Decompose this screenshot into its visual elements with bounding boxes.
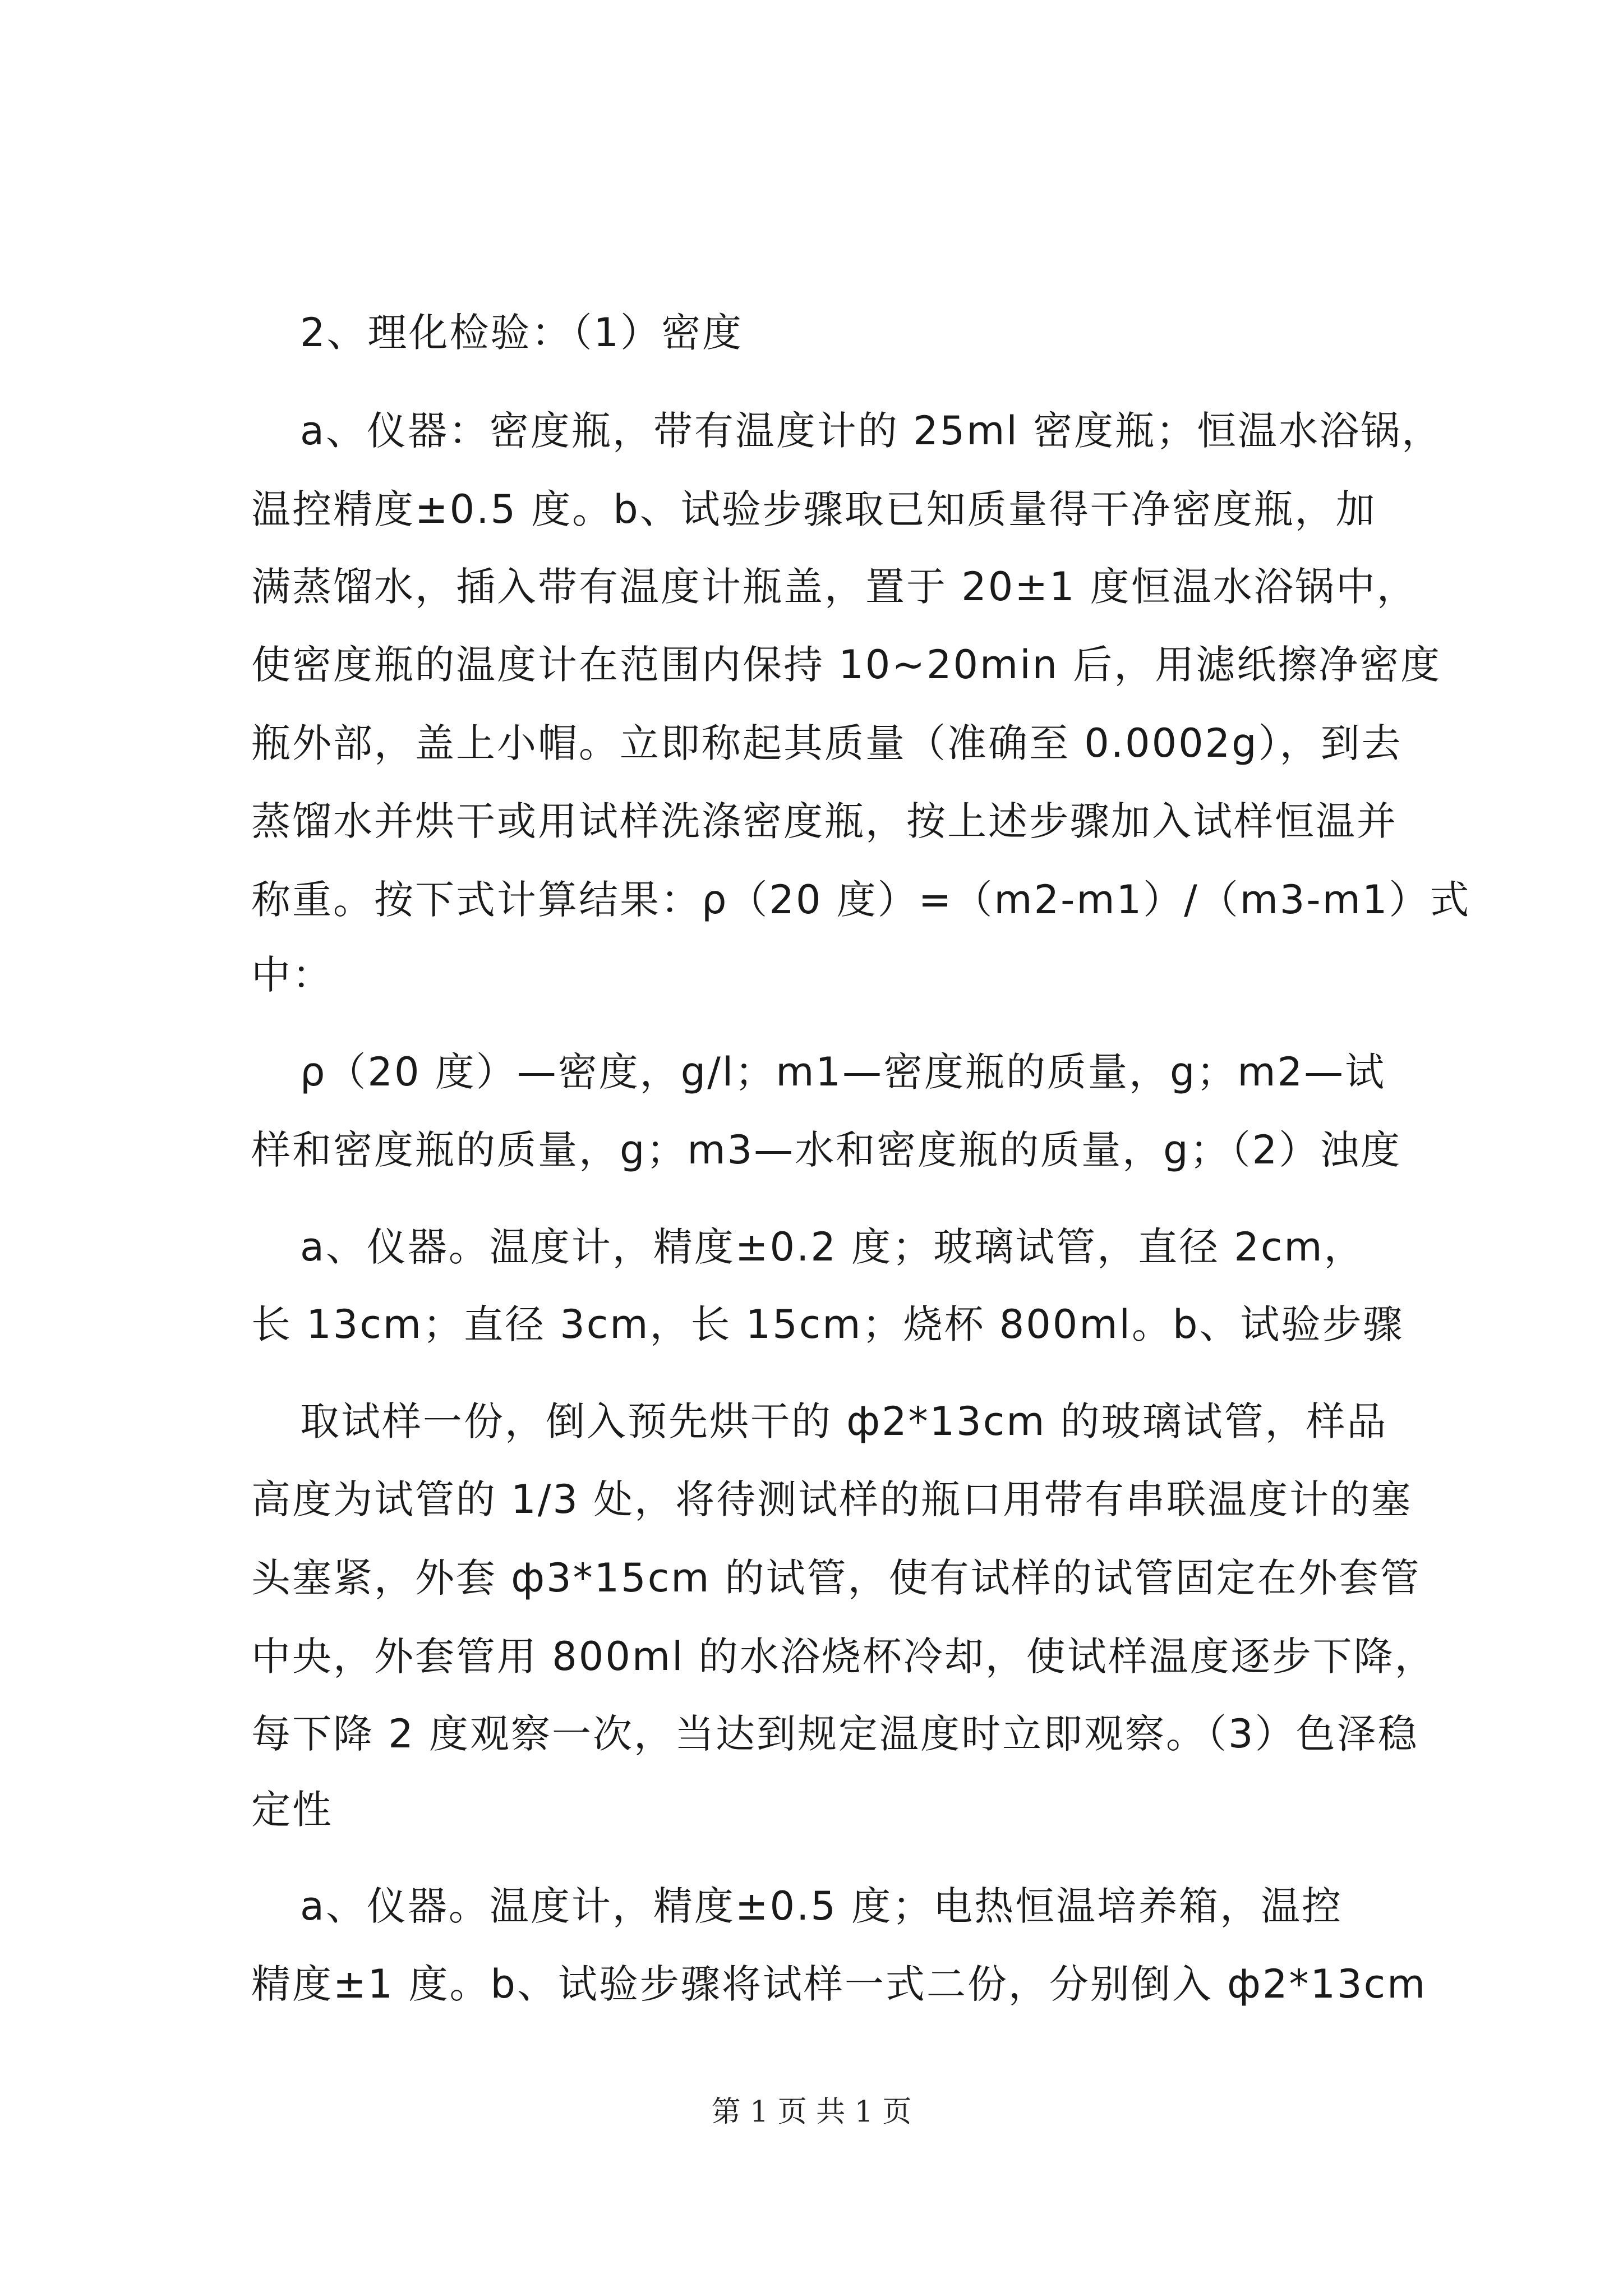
text-line: 温控精度±0.5 度。b、试验步骤取已知质量得干净密度瓶，加 (251, 486, 1377, 532)
text-line: ρ（20 度）—密度，g/l；m1—密度瓶的质量，g；m2—试 (300, 1049, 1386, 1095)
text-line: 定性 (251, 1787, 333, 1833)
text-line: 长 13cm；直径 3cm，长 15cm；烧杯 800ml。b、试验步骤 (251, 1301, 1404, 1347)
text-line: a、仪器：密度瓶，带有温度计的 25ml 密度瓶；恒温水浴锅， (300, 408, 1443, 454)
text-line: 每下降 2 度观察一次，当达到规定温度时立即观察。（3）色泽稳 (251, 1711, 1419, 1757)
text-line: 头塞紧，外套 ф3*15cm 的试管，使有试样的试管固定在外套管 (251, 1555, 1421, 1601)
text-line: 精度±1 度。b、试验步骤将试样一式二份，分别倒入 ф2*13cm (251, 1961, 1427, 2007)
text-line: 满蒸馏水，插入带有温度计瓶盖，置于 20±1 度恒温水浴锅中， (251, 564, 1418, 610)
text-line: 蒸馏水并烘干或用试样洗涤密度瓶，按上述步骤加入试样恒温并 (251, 798, 1398, 844)
text-line: 样和密度瓶的质量，g；m3—水和密度瓶的质量，g；（2）浊度 (251, 1127, 1402, 1173)
page-number-footer: 第 1 页 共 1 页 (711, 2095, 912, 2129)
text-line: 中央，外套管用 800ml 的水浴烧杯冷却，使试样温度逐步下降， (251, 1634, 1436, 1680)
text-line: 瓶外部，盖上小帽。立即称起其质量（准确至 0.0002g），到去 (251, 720, 1403, 766)
text-line: a、仪器。温度计，精度±0.2 度；玻璃试管，直径 2cm， (300, 1224, 1365, 1270)
text-line: 中： (251, 952, 333, 998)
text-line: 2、理化检验：（1）密度 (300, 310, 744, 356)
text-line: 高度为试管的 1/3 处，将待测试样的瓶口用带有串联温度计的塞 (251, 1476, 1413, 1522)
text-line: a、仪器。温度计，精度±0.5 度；电热恒温培养箱，温控 (300, 1883, 1343, 1929)
text-line: 使密度瓶的温度计在范围内保持 10~20min 后，用滤纸擦净密度 (251, 642, 1442, 688)
text-line: 称重。按下式计算结果：ρ（20 度）=（m2-m1）/（m3-m1）式 (251, 877, 1471, 923)
text-line: 取试样一份，倒入预先烘干的 ф2*13cm 的玻璃试管，样品 (300, 1398, 1388, 1444)
